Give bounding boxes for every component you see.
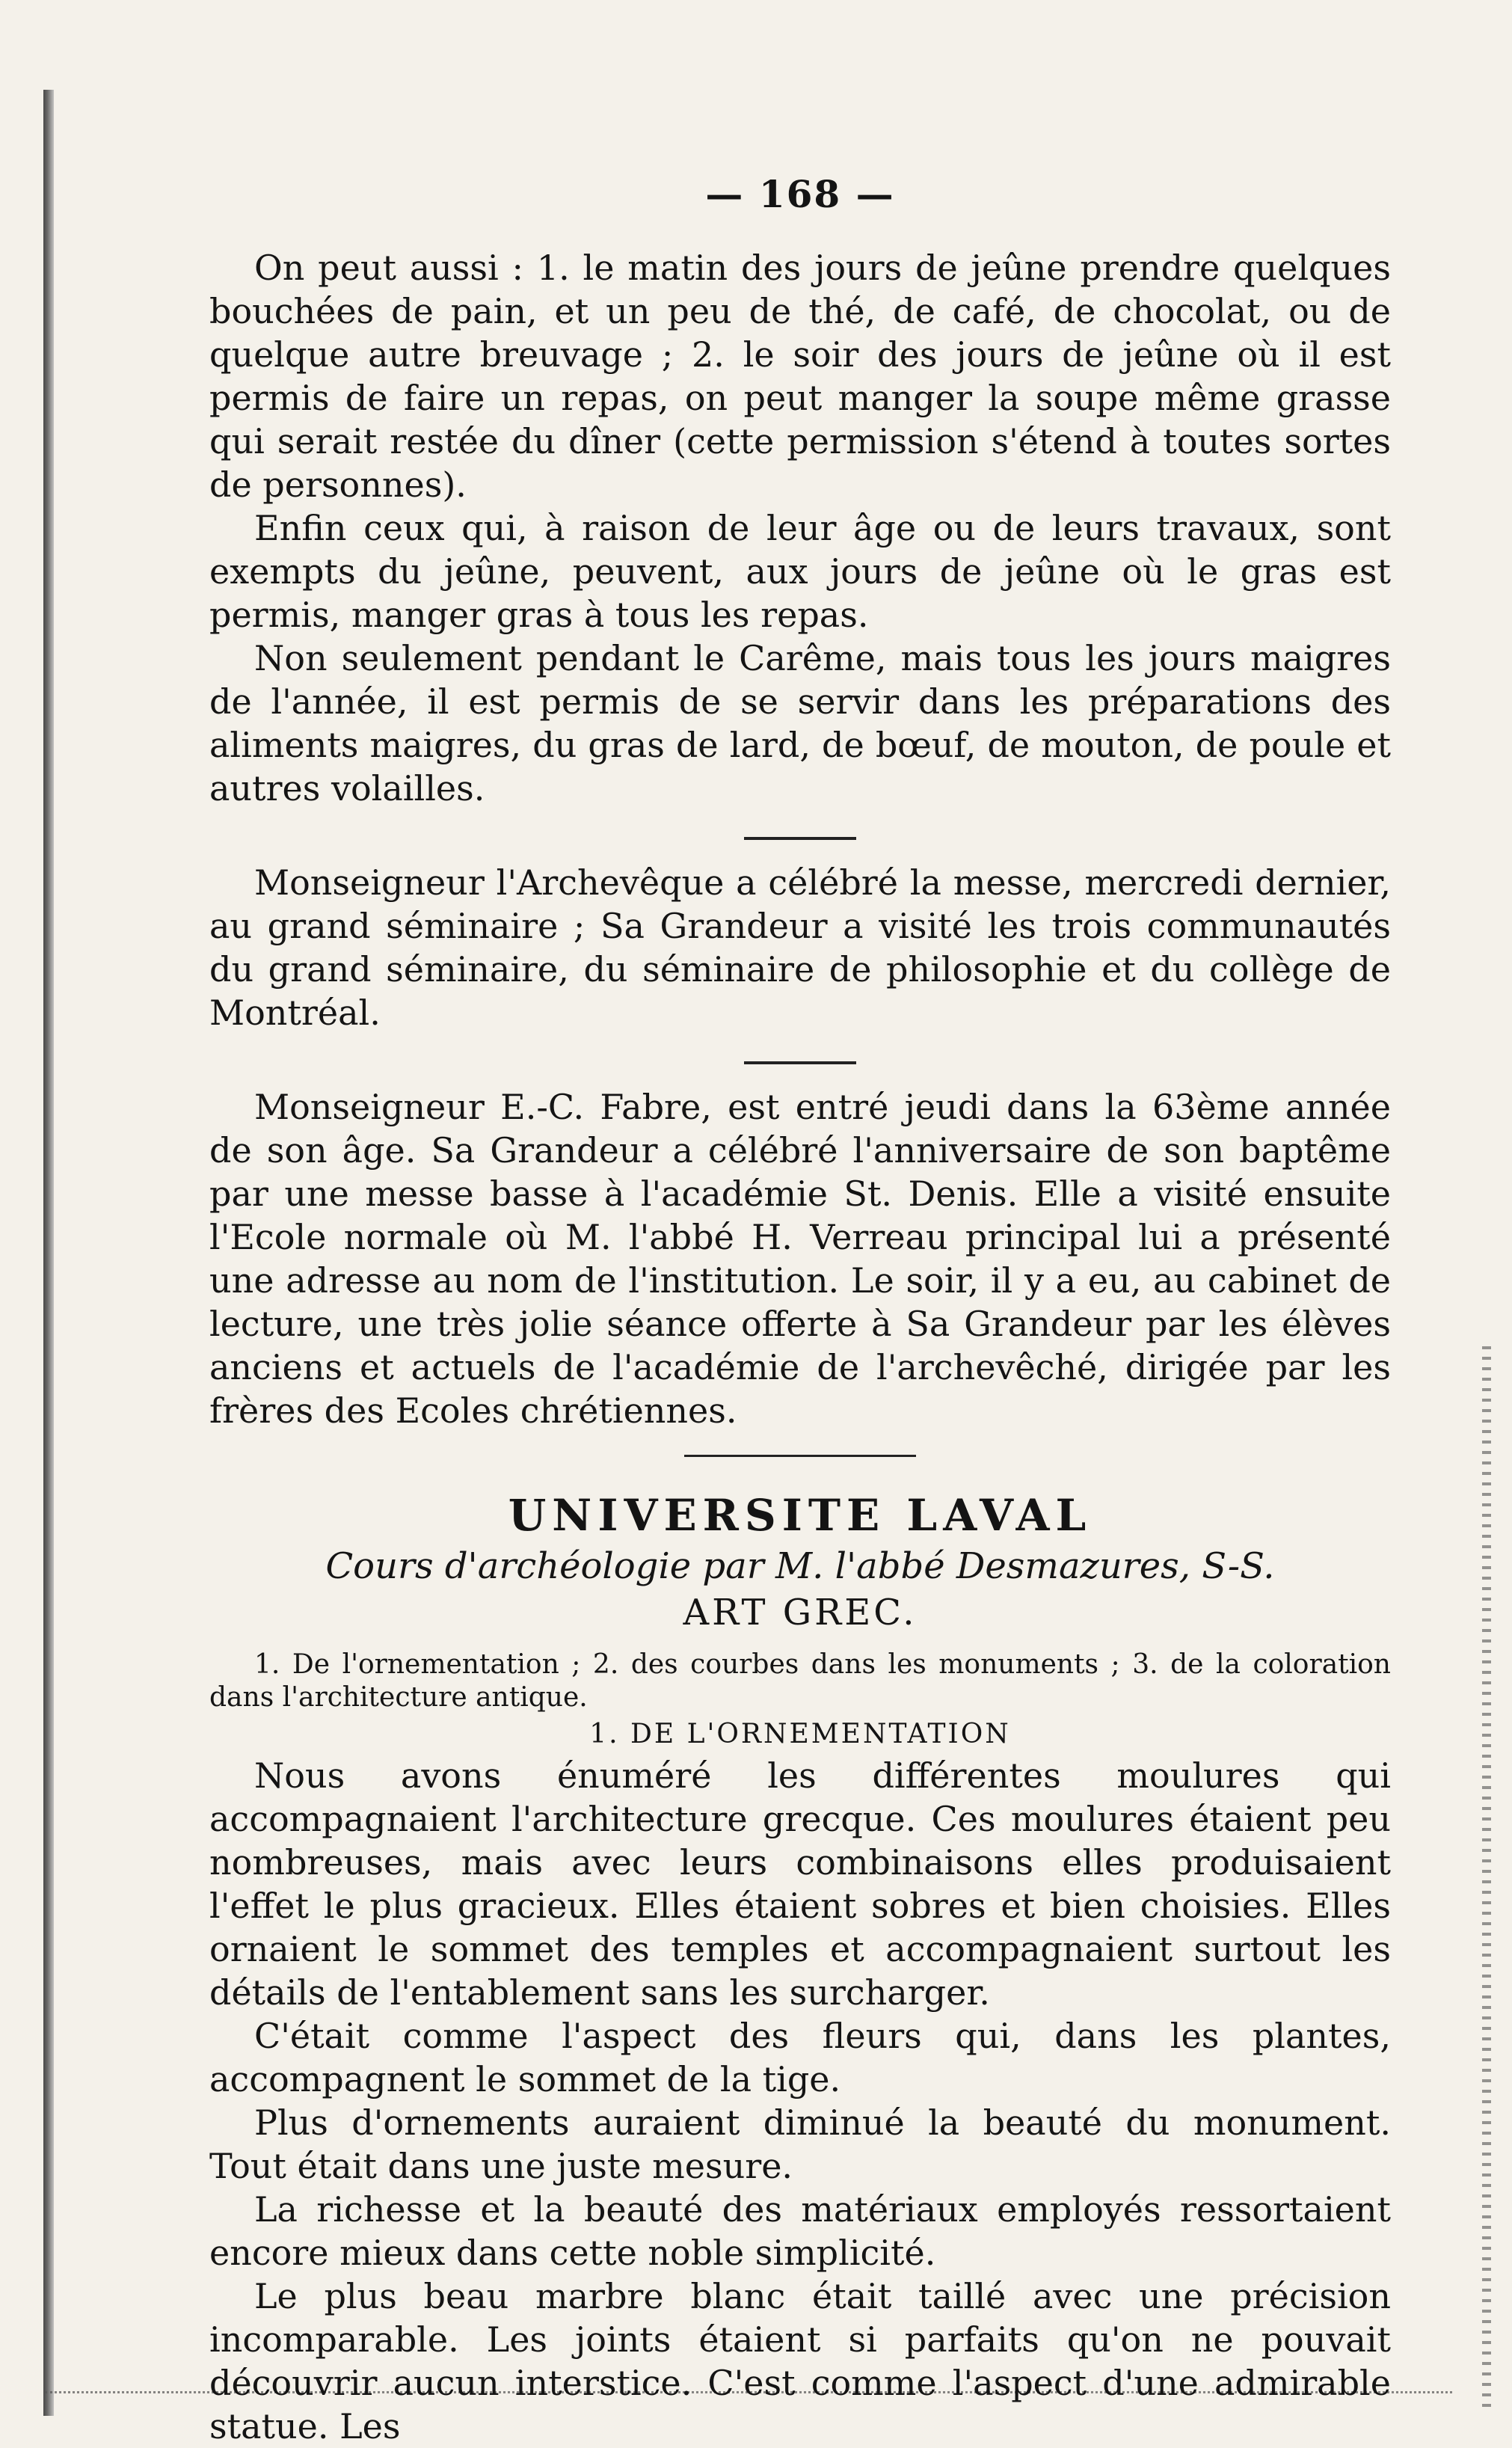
section-separator-wide [684,1455,916,1457]
paragraph: Le plus beau marbre blanc était taillé avec une précision incomparable. Les joints étaient si parfaits qu'on ne pouvait découvrir aucun interstice. C'est comme l'aspect d'une admirable statue. Les [209,2276,1391,2447]
section-subtitle: Cours d'archéologie par M. l'abbé Desmazures, S-S. [325,1545,1275,1587]
section-separator [744,837,856,840]
paragraph: Nous avons énuméré les différentes moulures qui accompagnaient l'architecture grecque. Ces moulures étaient peu nombreuses, mais avec leurs combinaisons elles produisaient l'effet le plus gracieux. Elles étaient sobres et bien choisies. Elles ornaient le sommet des temples et accompagnaient surtout les détails de l'entablement sans les surcharger. [209,1755,1391,2013]
book-spine-shadow [43,90,54,2416]
section-separator [744,1061,856,1064]
paragraph: Plus d'ornements auraient diminué la beauté du monument. Tout était dans une juste mesure. [209,2102,1391,2186]
news-paragraph-archeveque: Monseigneur l'Archevêque a célébré la messe, mercredi dernier, au grand séminaire ; Sa Grandeur a visité les trois communautés du grand séminaire, du séminaire de philosophie et du collège de Montréal. [209,862,1391,1033]
section-title: UNIVERSITE LAVAL [508,1490,1092,1541]
section-summary: 1. De l'ornementation ; 2. des courbes dans les monuments ; 3. de la coloration dans l'architecture antique. [209,1649,1391,1713]
page-edge-marks [1482,1346,1491,2408]
paragraph: La richesse et la beauté des matériaux employés ressortaient encore mieux dans cette noble simplicité. [209,2189,1391,2273]
news-paragraph-fabre: Monseigneur E.-C. Fabre, est entré jeudi dans la 63ème année de son âge. Sa Grandeur a célébré l'anniversaire de son baptême par une messe basse à l'académie St. Denis. Elle a visité ensuite l'Ecole normale où M. l'abbé H. Verreau principal lui a présenté une adresse au nom de l'institution. Le soir, il y a eu, au cabinet de lecture, une très jolie séance offerte à Sa Grandeur par les élèves anciens et actuels de l'académie de l'archevêché, dirigée par les frères des Ecoles chrétiennes. [209,1087,1391,1431]
paragraph: Enfin ceux qui, à raison de leur âge ou de leurs travaux, sont exempts du jeûne, peuvent, aux jours de jeûne où le gras est permis, manger gras à tous les repas. [209,508,1391,635]
page-number: — 168 — [705,172,895,216]
subsection-heading: 1. DE L'ORNEMENTATION [589,1719,1011,1749]
document-page [209,172,1391,2448]
paragraph: C'était comme l'aspect des fleurs qui, dans les plantes, accompagnent le sommet de la tige. [209,2016,1391,2099]
section-topic: ART GREC. [683,1592,918,1633]
paragraph: On peut aussi : 1. le matin des jours de jeûne prendre quelques bouchées de pain, et un peu de thé, de café, de chocolat, ou de quelque autre breuvage ; 2. le soir des jours de jeûne où il est permis de faire un repas, on peut manger la soupe même grasse qui serait restée du dîner (cette permission s'étend à toutes sortes de personnes). [209,248,1391,505]
paragraph: Non seulement pendant le Carême, mais tous les jours maigres de l'année, il est permis de se servir dans les préparations des aliments maigres, du gras de lard, de bœuf, de mouton, de poule et autres volailles. [209,638,1391,809]
article-body [209,1754,1391,2448]
